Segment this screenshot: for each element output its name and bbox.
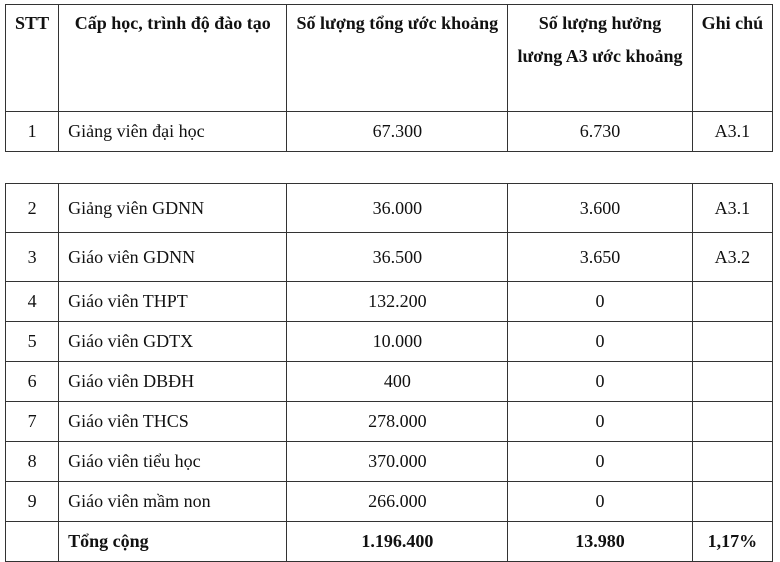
header-stt: STT bbox=[6, 5, 59, 112]
cell-stt: 7 bbox=[6, 402, 59, 442]
cell-total: 132.200 bbox=[287, 282, 508, 322]
cell-a3: 3.600 bbox=[508, 184, 692, 233]
table-row bbox=[6, 282, 773, 322]
cell-a3: 3.650 bbox=[508, 233, 692, 282]
cell-a3: 6.730 bbox=[508, 112, 692, 152]
table-top bbox=[5, 4, 773, 152]
table-row bbox=[6, 482, 773, 522]
cell-stt: 9 bbox=[6, 482, 59, 522]
cell-a3: 0 bbox=[508, 442, 692, 482]
cell-note bbox=[692, 482, 772, 522]
cell-total: 67.300 bbox=[287, 112, 508, 152]
cell-note bbox=[692, 442, 772, 482]
header-level: Cấp học, trình độ đào tạo bbox=[59, 5, 287, 112]
cell-name: Giáo viên THCS bbox=[59, 402, 287, 442]
cell-note bbox=[692, 282, 772, 322]
total-a3: 13.980 bbox=[508, 522, 692, 562]
table-bottom bbox=[5, 183, 773, 562]
cell-stt: 3 bbox=[6, 233, 59, 282]
cell-note: A3.2 bbox=[692, 233, 772, 282]
cell-stt: 8 bbox=[6, 442, 59, 482]
cell-name: Giáo viên GDTX bbox=[59, 322, 287, 362]
total-label: Tổng cộng bbox=[59, 522, 287, 562]
table-row bbox=[6, 402, 773, 442]
total-note: 1,17% bbox=[692, 522, 772, 562]
table-row bbox=[6, 233, 773, 282]
cell-total: 400 bbox=[287, 362, 508, 402]
cell-note bbox=[692, 402, 772, 442]
cell-a3: 0 bbox=[508, 282, 692, 322]
total-value: 1.196.400 bbox=[287, 522, 508, 562]
table-row bbox=[6, 442, 773, 482]
cell-stt: 6 bbox=[6, 362, 59, 402]
total-row bbox=[6, 522, 773, 562]
cell-name: Giảng viên đại học bbox=[59, 112, 287, 152]
table-row bbox=[6, 112, 773, 152]
cell-name: Giảng viên GDNN bbox=[59, 184, 287, 233]
cell-total: 36.500 bbox=[287, 233, 508, 282]
cell-a3: 0 bbox=[508, 362, 692, 402]
cell-a3: 0 bbox=[508, 482, 692, 522]
cell-a3: 0 bbox=[508, 322, 692, 362]
table-row bbox=[6, 322, 773, 362]
cell-name: Giáo viên THPT bbox=[59, 282, 287, 322]
cell-name: Giáo viên tiểu học bbox=[59, 442, 287, 482]
header-note: Ghi chú bbox=[692, 5, 772, 112]
header-row bbox=[6, 5, 773, 112]
header-total: Số lượng tổng ước khoảng bbox=[287, 5, 508, 112]
cell-name: Giáo viên GDNN bbox=[59, 233, 287, 282]
cell-total: 10.000 bbox=[287, 322, 508, 362]
cell-total: 370.000 bbox=[287, 442, 508, 482]
table-row bbox=[6, 362, 773, 402]
cell-note: A3.1 bbox=[692, 184, 772, 233]
cell-stt: 5 bbox=[6, 322, 59, 362]
cell-a3: 0 bbox=[508, 402, 692, 442]
cell-note bbox=[692, 362, 772, 402]
cell-note: A3.1 bbox=[692, 112, 772, 152]
cell-total: 278.000 bbox=[287, 402, 508, 442]
header-a3: Số lượng hưởng lương A3 ước khoảng bbox=[508, 5, 692, 112]
cell-stt: 1 bbox=[6, 112, 59, 152]
cell-stt-empty bbox=[6, 522, 59, 562]
cell-stt: 2 bbox=[6, 184, 59, 233]
cell-note bbox=[692, 322, 772, 362]
cell-total: 266.000 bbox=[287, 482, 508, 522]
cell-name: Giáo viên DBĐH bbox=[59, 362, 287, 402]
cell-total: 36.000 bbox=[287, 184, 508, 233]
table-row bbox=[6, 184, 773, 233]
cell-stt: 4 bbox=[6, 282, 59, 322]
cell-name: Giáo viên mầm non bbox=[59, 482, 287, 522]
